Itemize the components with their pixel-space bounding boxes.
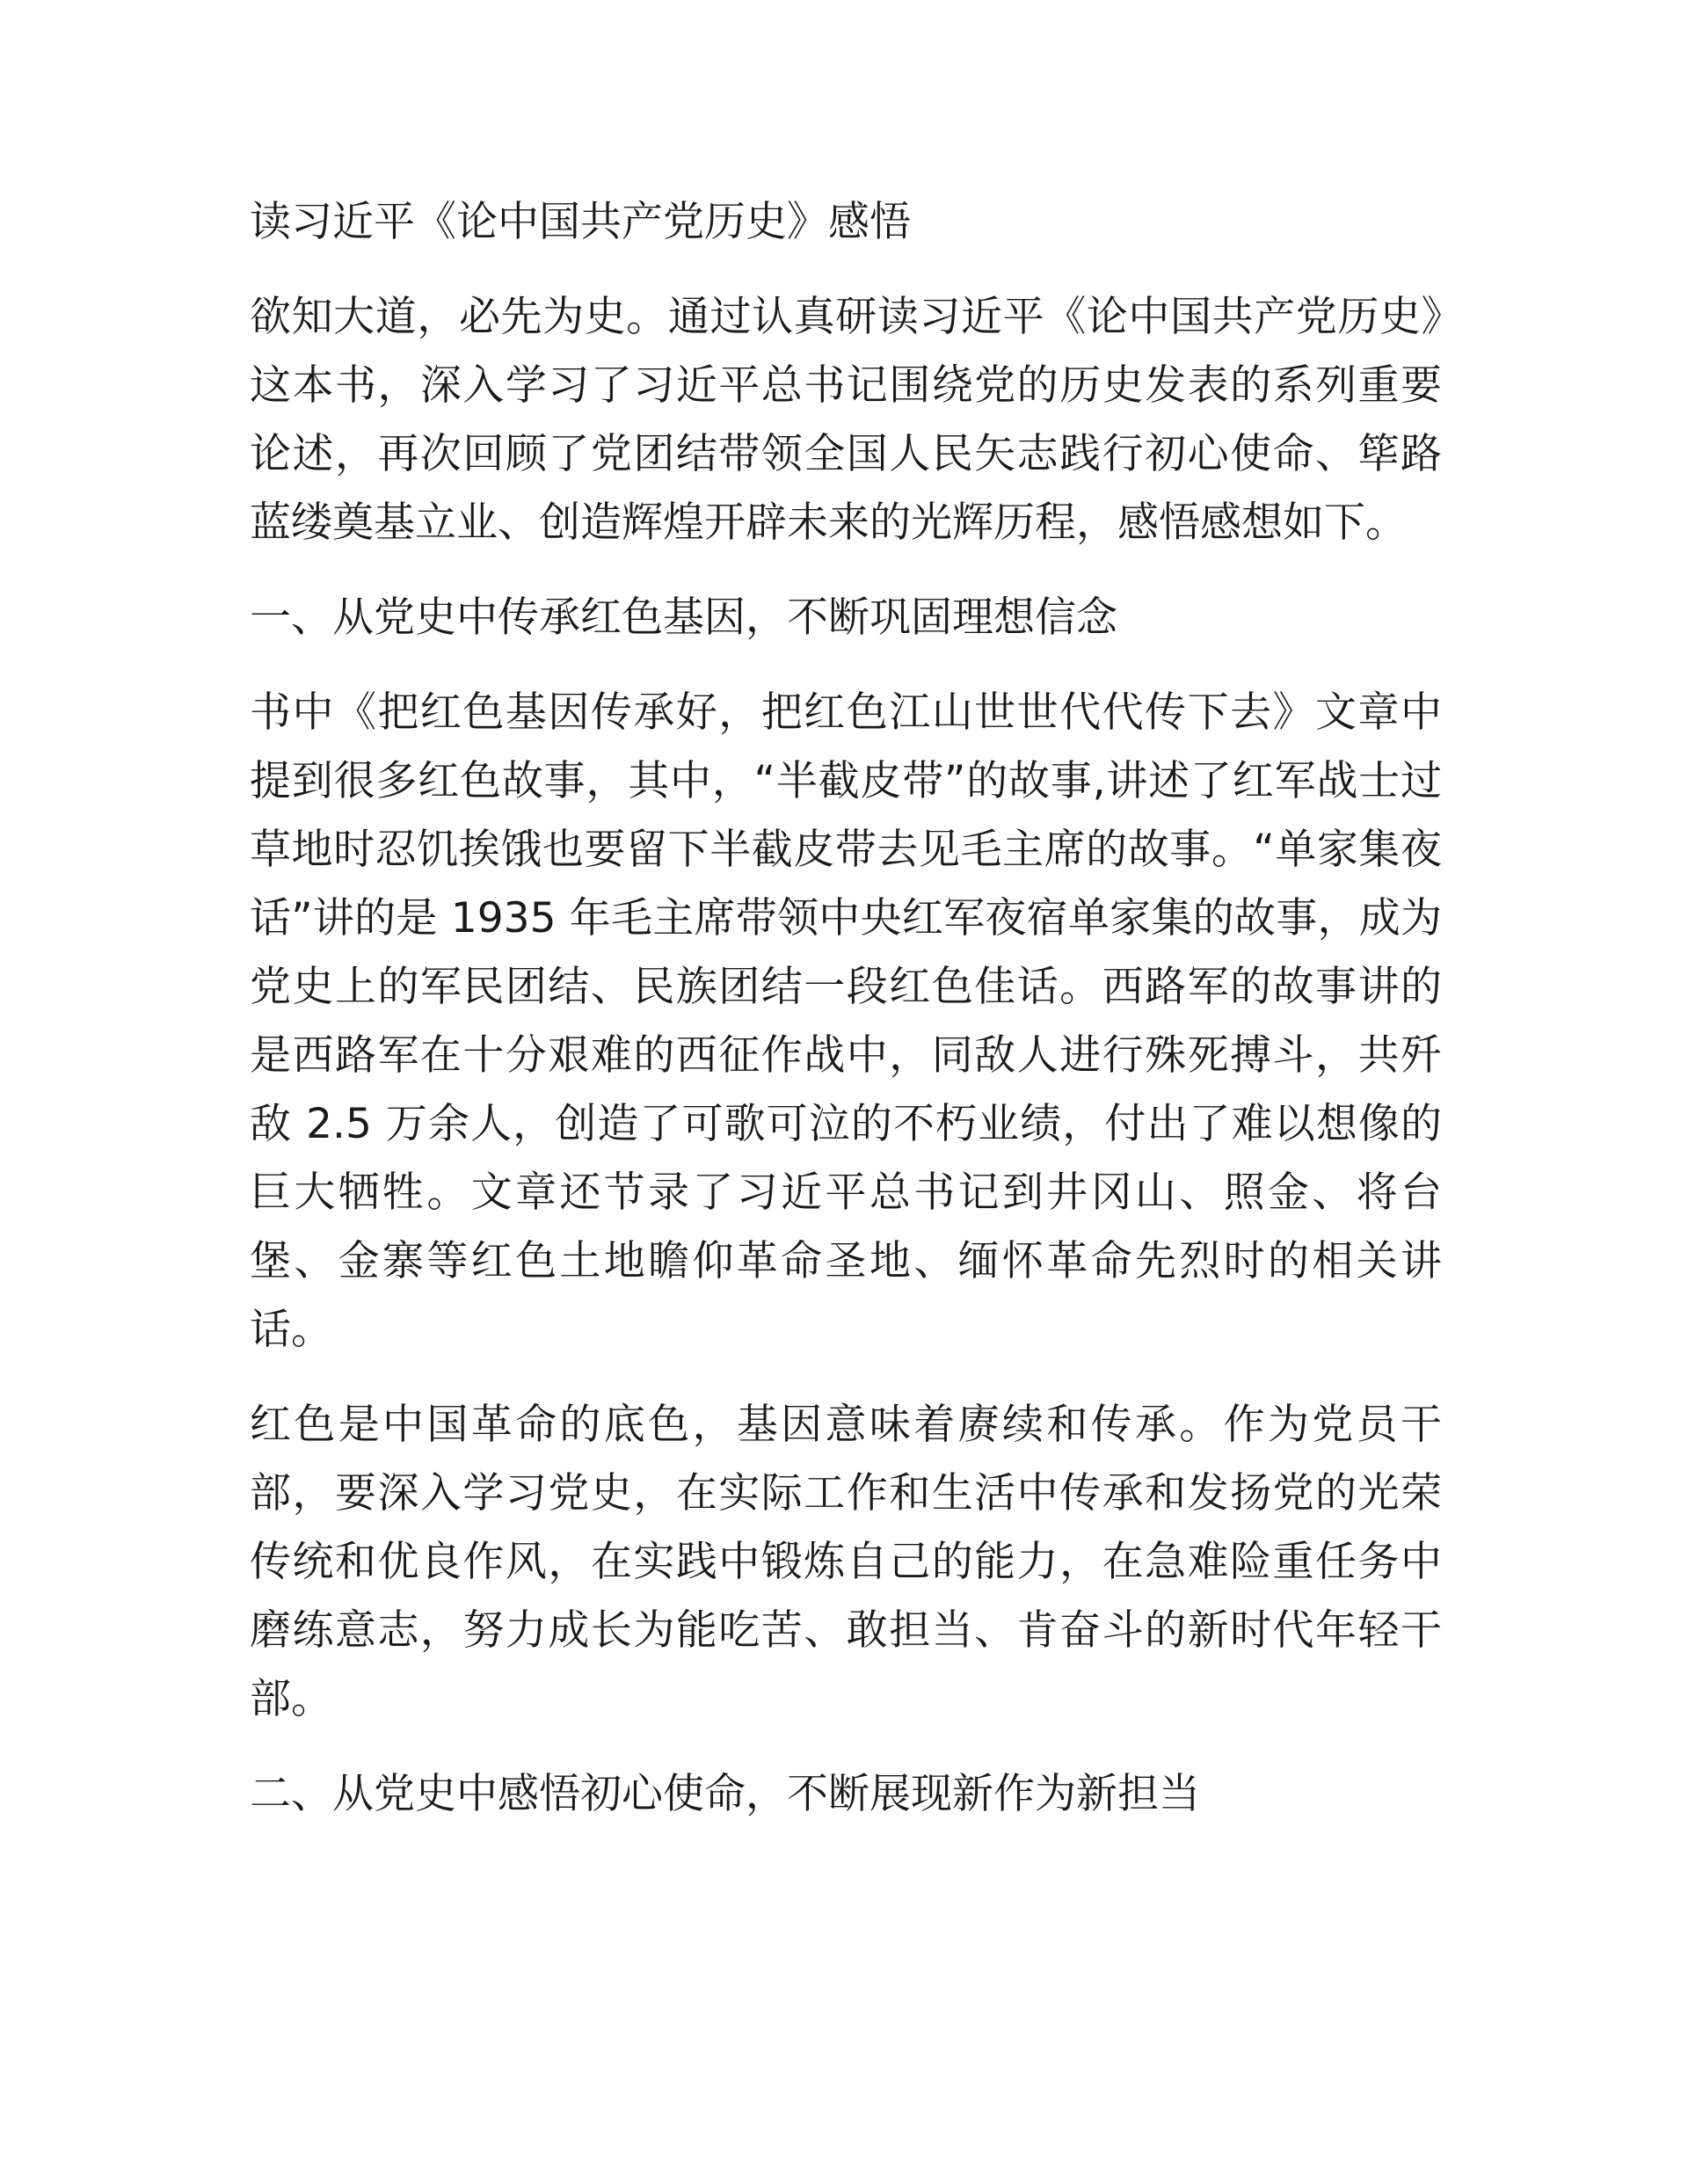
section-heading-1: 一、从党史中传承红色基因，不断巩固理想信念 bbox=[250, 593, 1117, 642]
intro-paragraph: 欲知大道，必先为史。通过认真研读习近平《论中国共产党历史》这本书，深入学习了习近平总书记围绕党的历史发表的系列重要论述，再次回顾了党团结带领全国人民矢志践行初心使命、筚路蓝缕奠基立业、创造辉煌开辟未来的光辉历程，感悟感想如下。 bbox=[250, 293, 1442, 547]
body-paragraph-red-genes: 红色是中国革命的底色，基因意味着赓续和传承。作为党员干部，要深入学习党史，在实际工作和生活中传承和发扬党的光荣传统和优良作风，在实践中锻炼自己的能力，在急难险重任务中磨练意志，努力成长为能吃苦、敢担当、肯奋斗的新时代年轻干部。 bbox=[250, 1401, 1442, 1723]
body-paragraph-red-stories: 书中《把红色基因传承好，把红色江山世世代代传下去》文章中提到很多红色故事，其中，“半截皮带”的故事,讲述了红军战士过草地时忍饥挨饿也要留下半截皮带去见毛主席的故事。“单家集夜话”讲的是 1935 年毛主席带领中央红军夜宿单家集的故事，成为党史上的军民团结、民族团结一段红色佳话。西路军的故事讲的是西路军在十分艰难的西征作战中，同敌人进行殊死搏斗，共歼敌 2.5 万余人，创造了可歌可泣的不朽业绩，付出了难以想像的巨大牺牲。文章还节录了习近平总书记到井冈山、照金、将台堡、金寨等红色土地瞻仰革命圣地、缅怀革命先烈时的相关讲话。 bbox=[250, 688, 1442, 1354]
document-body bbox=[250, 188, 1442, 1855]
document-title: 读习近平《论中国共产党历史》感悟 bbox=[250, 198, 911, 246]
section-heading-2: 二、从党史中感悟初心使命，不断展现新作为新担当 bbox=[250, 1770, 1200, 1818]
